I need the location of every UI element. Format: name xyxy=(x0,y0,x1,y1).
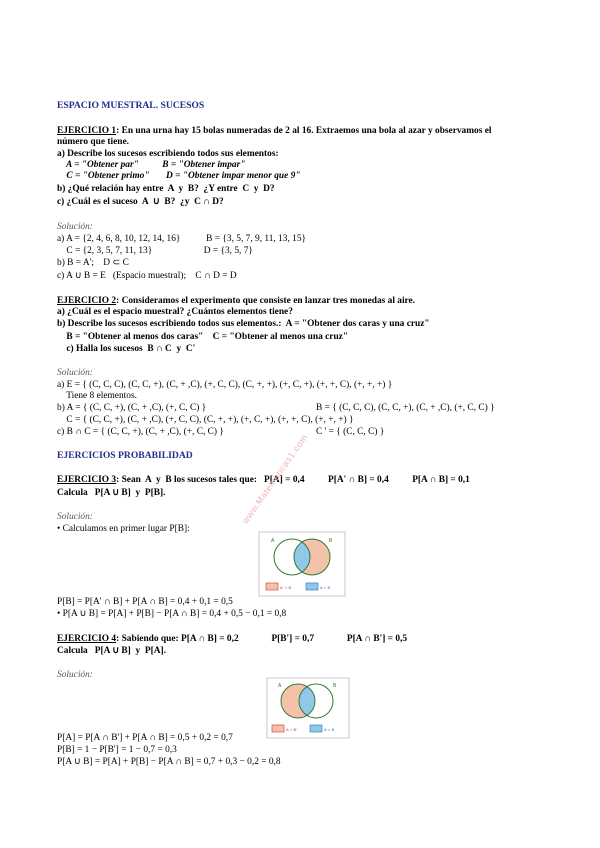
ex2-part-a: a) ¿Cuál es el espacio muestral? ¿Cuántos elementos tiene? xyxy=(57,307,293,317)
ex3-statement-line-2: Calcula P[A ∪ B] y P[B]. xyxy=(57,488,166,498)
ex1-part-c: c) ¿Cuál es el suceso A ∪ B? ¿y C ∩ D? xyxy=(57,197,224,207)
ex3-legend-swatch-2 xyxy=(306,583,318,590)
ex2-sol-a2: Tiene 8 elementos. xyxy=(57,391,137,401)
ex1-events-cd: C = "Obtener primo" D = "Obtener impar menor que 9" xyxy=(57,171,301,181)
ex4-statement-line-1 xyxy=(57,634,407,645)
ex4-heading: EJERCICIO 4 xyxy=(57,634,117,644)
ex3-label-a: A xyxy=(271,538,275,544)
ex2-sol-b-a: b) A = { (C, C, +), (C, + ,C), (+, C, C) } xyxy=(57,403,207,413)
ex1-solution-label: Solución: xyxy=(57,222,93,232)
section-title-espacio-muestral: ESPACIO MUESTRAL. SUCESOS xyxy=(57,100,205,111)
ex3-sol-1: • Calculamos en primer lugar P[B]: xyxy=(57,524,190,534)
ex3-sol-2: P[B] = P[A' ∩ B] + P[A ∩ B] = 0,4 + 0,1 = 0,5 xyxy=(57,597,233,607)
ex4-venn-diagram xyxy=(266,677,350,739)
ex2-statement-line-1 xyxy=(57,296,415,307)
ex2-part-b: b) Describe los sucesos escribiendo todos sus elementos.: A = "Obtener dos caras y una cruz" xyxy=(57,319,430,329)
ex4-statement-line-2: Calcula P[A ∪ B] y P[A]. xyxy=(57,646,166,656)
ex4-solution-label: Solución: xyxy=(57,670,93,680)
ex1-events-ab: A = "Obtener par" B = "Obtener impar" xyxy=(57,160,246,170)
ex3-text: : Sean A y B los sucesos tales que: P[A] = 0,4 P[A' ∩ B] = 0,4 P[A ∩ B] = 0,1 xyxy=(116,475,470,485)
ex2-sol-a1: a) E = { (C, C, C), (C, C, +), (C, + ,C), (+, C, C), (C, +, +), (+, C, +), (+, +, C), (+, +, +) } xyxy=(57,380,393,390)
ex3-venn-diagram xyxy=(258,531,346,597)
ex2-sol-b-b: B = { (C, C, C), (C, C, +), (C, + ,C), (+, C, C) } xyxy=(316,403,495,413)
ex3-sol-3: • P[A ∪ B] = P[A] + P[B] − P[A ∩ B] = 0,4 + 0,5 − 0,1 = 0,8 xyxy=(57,609,287,619)
ex4-label-b: B xyxy=(333,683,337,689)
ex1-part-b: b) ¿Qué relación hay entre A y B? ¿Y entre C y D? xyxy=(57,184,275,194)
ex4-label-a: A xyxy=(278,683,282,689)
ex1-statement-line-1 xyxy=(57,126,492,137)
ex1-sol-a2: C = {2, 3, 5, 7, 11, 13} D = {3, 5, 7} xyxy=(57,246,253,256)
ex1-statement-line-2: número que tiene. xyxy=(57,137,129,147)
ex2-sol-c-a: c) B ∩ C = { (C, C, +), (C, + ,C), (+, C, C) } xyxy=(57,427,224,437)
ex4-sol-2: P[B] = 1 − P[B'] = 1 − 0,7 = 0,3 xyxy=(57,745,177,755)
ex4-legend-swatch-1 xyxy=(272,725,284,732)
ex1-heading: EJERCICIO 1 xyxy=(57,126,117,136)
ex2-events-bc: B = "Obtener al menos dos caras" C = "Obtener al menos una cruz" xyxy=(57,332,349,342)
ex4-legend-label-1: A ∩ B' xyxy=(286,727,297,732)
ex4-sol-1: P[A] = P[A ∩ B'] + P[A ∩ B] = 0,5 + 0,2 = 0,7 xyxy=(57,733,233,743)
ex2-heading: EJERCICIO 2 xyxy=(57,296,117,306)
ex3-legend-swatch-1 xyxy=(266,583,278,590)
ex1-sol-b: b) B = A'; D ⊂ C xyxy=(57,258,129,268)
watermark: www.Matematicas1.com xyxy=(240,432,310,526)
ex3-solution-label: Solución: xyxy=(57,512,93,522)
section-title-probabilidad: EJERCICIOS PROBABILIDAD xyxy=(57,450,193,461)
ex2-sol-b-c: C = { (C, C, +), (C, + ,C), (+, C, C), (C, +, +), (+, C, +), (+, +, C), (+, +, +) } xyxy=(57,415,354,425)
ex1-sol-a1: a) A = {2, 4, 6, 8, 10, 12, 14, 16} B = {3, 5, 7, 9, 11, 13, 15} xyxy=(57,234,307,244)
ex4-legend-label-2: A ∩ B xyxy=(324,727,335,732)
ex4-text: : Sabiendo que: P[A ∩ B] = 0,2 P[B'] = 0,7 P[A ∩ B'] = 0,5 xyxy=(116,634,408,644)
ex4-legend-swatch-2 xyxy=(310,725,322,732)
ex2-part-c: c) Halla los sucesos B ∩ C y C' xyxy=(57,344,196,354)
ex1-part-a: a) Describe los sucesos escribiendo todos sus elementos: xyxy=(57,149,279,159)
ex4-sol-3: P[A ∪ B] = P[A] + P[B] − P[A ∩ B] = 0,7 + 0,3 − 0,2 = 0,8 xyxy=(57,757,281,767)
ex2-solution-label: Solución: xyxy=(57,368,93,378)
ex3-label-b: B xyxy=(329,538,333,544)
ex2-text: : Consideramos el experimento que consiste en lanzar tres monedas al aire. xyxy=(116,296,416,306)
ex2-sol-c-b: C ' = { (C, C, C) } xyxy=(316,427,385,437)
ex3-legend-label-1: A' ∩ B xyxy=(280,585,292,590)
ex3-heading: EJERCICIO 3 xyxy=(57,475,117,485)
ex1-text: : En una urna hay 15 bolas numeradas de 2 al 16. Extraemos una bola al azar y observamos el xyxy=(116,126,492,136)
ex3-legend-label-2: A ∩ B xyxy=(320,585,331,590)
ex1-sol-c: c) A ∪ B = E (Espacio muestral); C ∩ D = D xyxy=(57,271,237,281)
